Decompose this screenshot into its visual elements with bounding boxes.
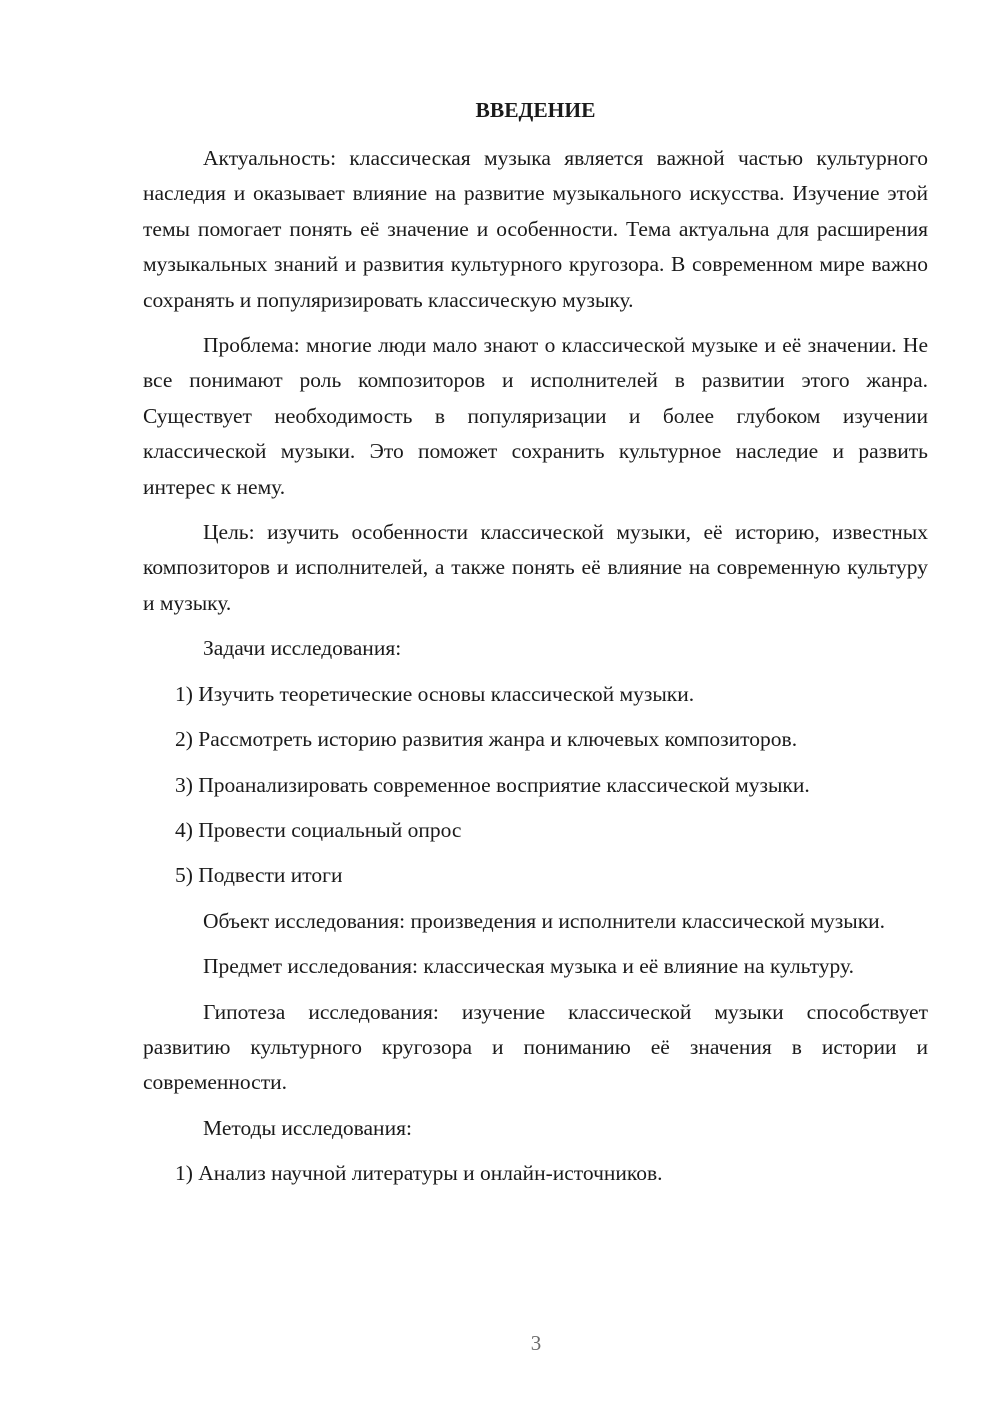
task-item-1: 1) Изучить теоретические основы классической музыки. bbox=[175, 681, 695, 706]
problem-paragraph: Проблема: многие люди мало знают о классической музыке и её значении. Не все понимают роль композиторов и исполнителей в развитии этого жанра. Существует необходимость в популяризации и более глубоком изучении классической музыки. Это поможет сохранить культурное наследие и развить интерес к нему. bbox=[143, 333, 928, 499]
task-item-5: 5) Подвести итоги bbox=[175, 863, 343, 888]
tasks-heading: Задачи исследования: bbox=[203, 636, 402, 661]
task-item-4: 4) Провести социальный опрос bbox=[175, 817, 462, 842]
task-item-3: 3) Проанализировать современное восприятие классической музыки. bbox=[175, 772, 810, 797]
section-title: ВВЕДЕНИЕ bbox=[475, 98, 596, 122]
methods-heading: Методы исследования: bbox=[203, 1115, 412, 1140]
method-item-1: 1) Анализ научной литературы и онлайн-источников. bbox=[175, 1161, 663, 1186]
relevance-paragraph: Актуальность: классическая музыка является важной частью культурного наследия и оказывает влияние на развитие музыкального искусства. Изучение этой темы помогает понять её значение и особенности. Тема актуальна для расширения музыкальных знаний и развития культурного кругозора. В современном мире важно сохранять и популяризировать классическую музыку. bbox=[143, 146, 928, 312]
page-content bbox=[143, 93, 928, 1202]
task-item-2: 2) Рассмотреть историю развития жанра и ключевых композиторов. bbox=[175, 727, 798, 752]
hypothesis-paragraph: Гипотеза исследования: изучение классической музыки способствует развитию культурного кругозора и пониманию её значения в истории и современности. bbox=[143, 999, 928, 1095]
goal-paragraph: Цель: изучить особенности классической музыки, её историю, известных композиторов и исполнителей, а также понять её влияние на современную культуру и музыку. bbox=[143, 520, 928, 615]
page-number: 3 bbox=[530, 1331, 542, 1355]
object-paragraph: Объект исследования: произведения и исполнители классической музыки. bbox=[203, 908, 886, 933]
subject-paragraph: Предмет исследования: классическая музыка и её влияние на культуру. bbox=[203, 954, 854, 979]
